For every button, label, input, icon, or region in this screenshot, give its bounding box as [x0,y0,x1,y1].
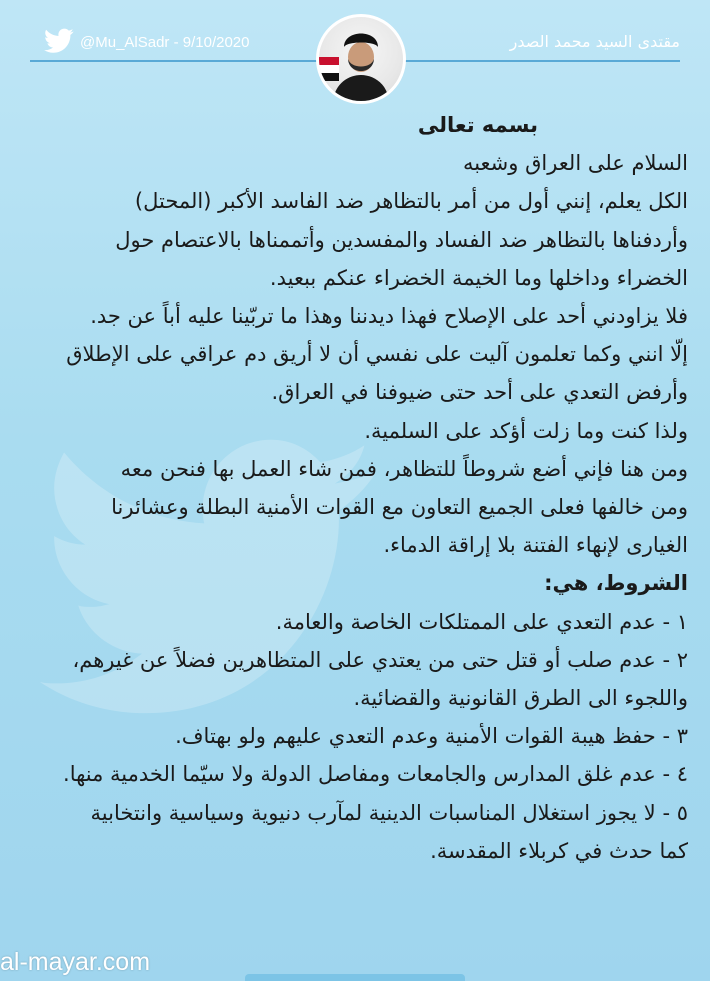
author-name[interactable]: مقتدى السيد محمد الصدر [509,32,680,51]
body-line: الخضراء وداخلها وما الخيمة الخضراء عنكم ببعيد. [269,265,688,290]
body-line: فلا يزاودني أحد على الإصلاح فهذا ديدننا وهذا ما تربّينا عليه أباً عن جد. [90,304,688,329]
body-line: الغيارى لإنهاء الفتنة بلا إراقة الدماء. [383,533,688,558]
portrait-avatar [319,17,403,101]
body-line: السلام على العراق وشعبه [462,151,688,176]
tweet-header [0,0,710,104]
site-watermark: al-mayar.com [0,948,151,976]
condition-line: ٣ - حفظ هيبة القوات الأمنية وعدم التعدي عليهم ولو بهتاف. [175,724,688,749]
condition-line: واللجوء الى الطرق القانونية والقضائية. [353,686,688,711]
tweet-handle-date[interactable]: @Mu_AlSadr - 9/10/2020 [80,34,250,51]
condition-line: كما حدث في كربلاء المقدسة. [430,838,688,863]
statement-body [22,106,688,870]
condition-line: ٢ - عدم صلب أو قتل حتى من يعتدي على المتظاهرين فضلاً عن غيرهم، [72,647,688,672]
body-line: ومن هنا فإني أضع شروطاً للتظاهر، فمن شاء العمل بها فنحن معه [120,456,688,481]
condition-line: ١ - عدم التعدي على الممتلكات الخاصة والعامة. [275,609,688,634]
conditions-title: الشروط، هي: [544,571,688,596]
bottom-handle-bar [245,974,465,981]
twitter-bird-icon [44,28,74,54]
basmala-heading: بسمه تعالى [417,113,538,137]
body-line: إلّا انني وكما تعلمون آليت على نفسي أن لا أريق دم عراقي على الإطلاق [66,342,688,367]
body-line: ولذا كنت وما زلت أؤكد على السلمية. [364,418,688,443]
body-line: وأرفض التعدي على أحد حتى ضيوفنا في العراق. [271,380,688,405]
condition-line: ٤ - عدم غلق المدارس والجامعات ومفاصل الدولة ولا سيّما الخدمية منها. [63,762,688,787]
body-line: الكل يعلم، إنني أول من أمر بالتظاهر ضد الفاسد الأكبر (المحتل) [134,189,688,214]
avatar[interactable] [316,14,406,104]
body-line: وأردفناها بالتظاهر ضد الفساد والمفسدين وأتممناها بالاعتصام حول [115,227,688,252]
body-line: ومن خالفها فعلى الجميع التعاون مع القوات الأمنية البطلة وعشائرنا [111,495,688,520]
condition-line: ٥ - لا يجوز استغلال المناسبات الدينية لمآرب دنيوية وسياسية وانتخابية [90,800,688,825]
